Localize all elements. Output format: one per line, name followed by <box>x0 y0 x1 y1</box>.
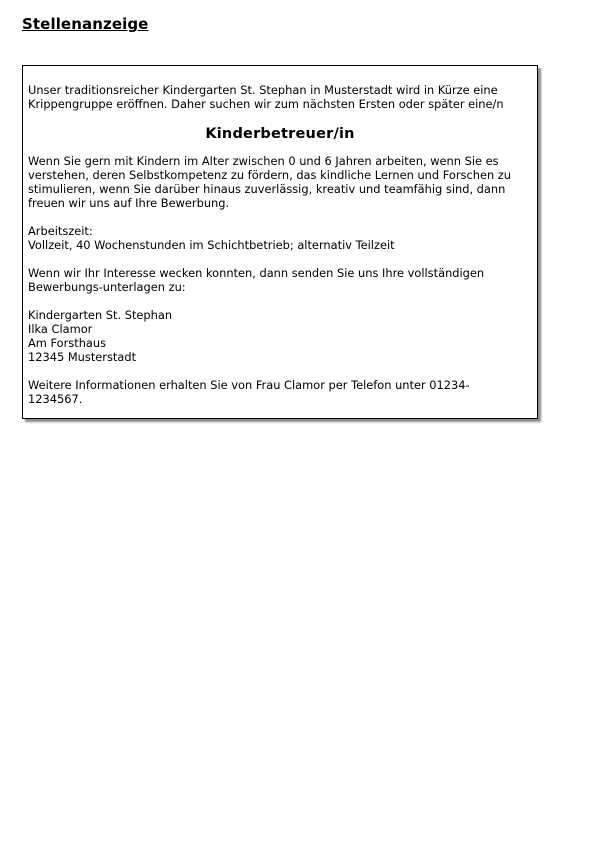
application-line: Wenn wir Ihr Interesse wecken konnten, dann senden Sie uns Ihre vollständigen <box>28 266 485 280</box>
intro-paragraph <box>28 83 532 111</box>
job-title: Kinderbetreuer/in <box>205 126 355 142</box>
profile-line: freuen wir uns auf Ihre Bewerbung. <box>28 196 230 210</box>
profile-line: Wenn Sie gern mit Kindern im Alter zwischen 0 und 6 Jahren arbeiten, wenn Sie es <box>28 154 499 168</box>
contact-paragraph <box>28 378 532 406</box>
working-time-label: Arbeitszeit: <box>28 224 93 238</box>
intro-line: Unser traditionsreicher Kindergarten St. Stephan in Musterstadt wird in Kürze eine <box>28 83 498 97</box>
address-street: Am Forsthaus <box>28 336 107 350</box>
contact-line: 1234567. <box>28 392 83 406</box>
application-paragraph <box>28 266 532 294</box>
profile-line: stimulieren, wenn Sie darüber hinaus zuverlässig, kreativ und teamfähig sind, dann <box>28 182 506 196</box>
contact-line: Weitere Informationen erhalten Sie von Frau Clamor per Telefon unter 01234- <box>28 378 470 392</box>
address-contact: Ilka Clamor <box>28 322 93 336</box>
job-ad-box <box>22 65 538 419</box>
application-line: Bewerbungs-unterlagen zu: <box>28 280 186 294</box>
working-time-paragraph <box>28 224 532 252</box>
intro-line: Krippengruppe eröffnen. Daher suchen wir zum nächsten Ersten oder später eine/n <box>28 97 504 111</box>
page-title: Stellenanzeige <box>22 15 149 33</box>
address-organization: Kindergarten St. Stephan <box>28 308 173 322</box>
profile-line: verstehen, deren Selbstkompetenz zu fördern, das kindliche Lernen und Forschen zu <box>28 168 511 182</box>
address-city: 12345 Musterstadt <box>28 350 137 364</box>
profile-paragraph <box>28 154 532 210</box>
address-block <box>28 308 532 364</box>
working-time-value: Vollzeit, 40 Wochenstunden im Schichtbetrieb; alternativ Teilzeit <box>28 238 395 252</box>
